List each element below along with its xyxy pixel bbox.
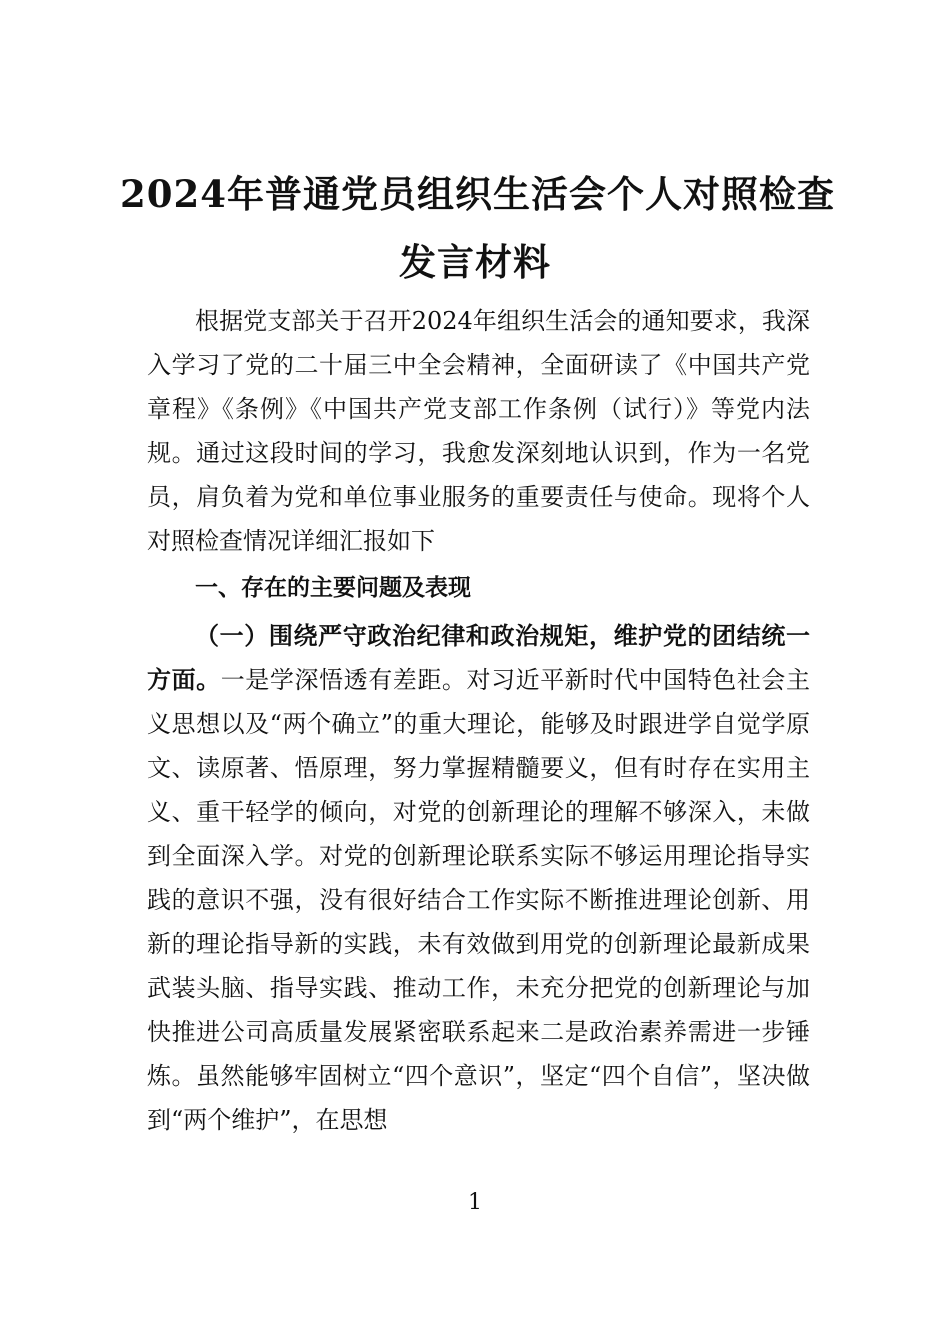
- intro-paragraph: 根据党支部关于召开2024年组织生活会的通知要求，我深入学习了党的二十届三中全会精神，全面研读了《中国共产党章程》《条例》《中国共产党支部工作条例（试行）》等党内法规。通过这段时间的学习，我愈发深刻地认识到，作为一名党员，肩负着为党和单位事业服务的重要责任与使命。现将个人对照检查情况详细汇报如下: [147, 307, 810, 555]
- document-title-line-2: 发言材料: [399, 240, 551, 284]
- section-heading: 一、存在的主要问题及表现: [195, 575, 471, 601]
- subsection-heading: （一）围绕严守政治纪律和政治规矩，维护党的团结统一方面。: [147, 621, 810, 694]
- body-paragraph: [147, 614, 810, 1142]
- body-paragraph-text: 一是学深悟透有差距。对习近平新时代中国特色社会主义思想以及“两个确立”的重大理论，能够及时跟进学自觉学原文、读原著、悟原理，努力掌握精髓要义，但有时存在实用主义、重干轻学的倾向，对党的创新理论的理解不够深入，未做到全面深入学。对党的创新理论联系实际不够运用理论指导实践的意识不强，没有很好结合工作实际不断推进理论创新、用新的理论指导新的实践，未有效做到用党的创新理论最新成果武装头脑、指导实践、推动工作，未充分把党的创新理论与加快推进公司高质量发展紧密联系起来二是政治素养需进一步锤炼。虽然能够牢固树立“四个意识”，坚定“四个自信”，坚决做到“两个维护”，在思想: [147, 666, 811, 1134]
- document-title-line-1: 2024年普通党员组织生活会个人对照检查: [120, 172, 835, 216]
- page-number: 1: [468, 1190, 482, 1215]
